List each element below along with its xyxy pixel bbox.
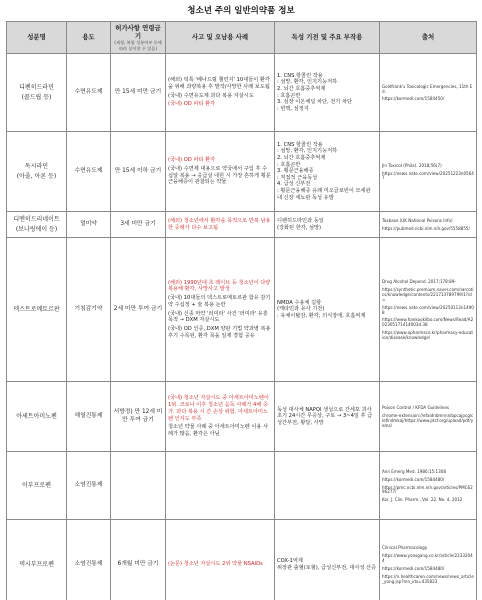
use-cell: 멀미약 [67,212,111,238]
toxicity-line: (케타민과 유사 기전) [277,306,325,313]
age-contraindication-cell [111,452,166,520]
drug-name: (보나링에이 등) [15,225,58,233]
table-row [7,382,477,452]
case-entry: (해외) 1990년대 초 레이브 등 청소년이 다량 복용해 환각, 사망사고 발생 [168,279,271,293]
use-cell: 기침감기약 [67,238,111,382]
case-entry: (국내) OD 인증, DXM 양판 기법 약과병 복용 후기 수록된, 환각 목을 일제 경험 공유 [168,326,271,339]
toxicity-cell [275,212,380,238]
source-cell [380,382,477,452]
age-contraindication-cell: 6개월 미만 금기 [111,520,166,600]
source-entry: Jin ToxicoI (Phila). 2018;56(7) [382,162,442,168]
toxicity-line: 초기 24시간 무증상, 구토 → 3~4일 후 급성간부전, 황달, 사망 [277,413,373,426]
source-cell [380,54,477,132]
case-entry: (국내) 10대들의 덱스트로메토르판 함유 감기약 수십정 + 술 복용 논란 [168,295,271,308]
source-entry: https://www.yonsgang.co.kr/article/22332044 [382,553,473,564]
toxicity-line: : 호흡곤란 [277,161,301,168]
toxicity-line: 3. 횡문근융해증 [277,168,314,175]
drug-name-cell [7,132,67,212]
source-cell [380,212,477,238]
source-cell [380,132,477,212]
toxicity-line: 2. 뇌간 호흡중추억제 [277,85,326,92]
drug-name: 독시라민 [24,162,49,170]
toxicity-line: : 섬망, 환각, 인지기능저하 [277,148,338,155]
toxicity-cell [275,520,380,600]
source-entry: https://kormedi.com/1584450/ [382,96,445,102]
source-entry: https://kormedi.com/1584480/ [382,476,445,482]
toxicity-line: 1. CNS 항콜린 작용 [277,72,323,79]
case-entry: 청소년 약물 사례 중 아세트아미노펜 이용 사례가 많음, 환각은 아님 [168,424,269,437]
use-cell: 해열진통제 [67,382,111,452]
cases-cell [166,238,275,382]
table-row [7,520,477,600]
table-row [7,238,477,382]
toxicity-line: : 호흡곤란 [277,92,301,99]
case-entry: (논문) 청소년 자살시도 2위 약물 NSAIDs [168,561,263,568]
source-entry: https://synthetic.premium.naver.com/narcotics/knowledge/contents/221713789799/1?id= [382,286,474,302]
toxicity-cell [275,54,380,132]
source-entry: https://www.opharmsco.kr/pharmacy-education/disease/knowledge/ [382,330,473,341]
use-cell: 수면유도제 [67,54,111,132]
toxicity-line: 위장관 출혈(토혈), 급성신부전, 대사성 산증 [277,564,377,571]
table-row [7,54,477,132]
drug-name-cell [7,452,67,520]
source-entry: Ann Emerg Med. 1986;15:1308 [382,468,446,474]
header-toxicity: 독성 기전 및 주요 부작용 [275,22,380,54]
cases-cell [166,212,275,238]
toxicity-cell [275,238,380,382]
case-entry: (해외) 틱톡 '베나드릴 챌린지' 10대들이 환각을 위해 과량복용 후 발작/사망한 사례 보도됨 [168,77,270,90]
use-cell: 소염진통제 [67,452,111,520]
age-contraindication-cell: 3세 미만 금기 [111,212,166,238]
toxicity-line: 3. 심장 이온채널 차단, 전기 차단 [277,99,352,106]
drug-name-cell [7,212,67,238]
toxicity-line: 4. 급성 신부전 [277,181,311,188]
drug-name-cell [7,520,67,600]
source-entry: https://pmc.ncbi.nlm.nih.gov/articles/PMC6296277/ [382,484,473,495]
drug-info-table [6,21,477,600]
source-entry: Goldfrank's Toxicologic Emergencies, 11th Ed. [382,83,473,94]
toxicity-line: : 섬망, 환각, 인지기능저하 [277,79,338,86]
source-entry: Drug Alcohol Depend. 2017;178:89- [382,278,456,284]
case-entry: (국내) 청소년 자살시도 중 아세트아미노펜이 1위. 코로나 이후 청소년 음독 사례가 4배 증가. 과다 복용 시 간 손상 위험. 아세트아미노펜 인식도 부족 [168,395,269,422]
source-entry: Clinical Pharmacology [382,545,428,551]
drug-name: (콜드립 등) [21,93,52,101]
header-row [7,22,477,54]
drug-name-cell [7,238,67,382]
toxicity-line: 디펜히드라민과 동일 [277,217,324,224]
case-entry: (해외) 청소년에서 환각을 목적으로 반복 남용한 증례가 다수 보고됨 [168,217,271,231]
header-source: 출처 [380,22,477,54]
toxicity-line: : 유체이탈감, 환각, 의식장애, 호흡억제 [277,312,366,319]
toxicity-line: : 빈맥, 심정지 [277,105,309,112]
table-row [7,212,477,238]
use-cell: 소염진통제 [67,520,111,600]
age-contraindication-cell: 만 15세 미만 금기 [111,54,166,132]
source-cell [380,238,477,382]
source-entry: https://kormedi.com/1584480/ [382,566,445,571]
toxicity-cell [275,452,380,520]
drug-name: 덱스트로메토르판 [13,305,60,313]
age-contraindication-cell: 2세 미만 투여 금기 [111,238,166,382]
toxicity-line: COX-1억제 [277,557,303,564]
use-cell: 수면유도제 [67,132,111,212]
source-cell [380,452,477,520]
toxicity-line: 1. CNS 항콜린 작용 [277,141,323,148]
case-entry: (국내) 수면제 대용으로 약국에서 구입 후 수십알 복용 → 응급실 내원 시 가장 흔하게 횡문근융해증이 관찰되는 약물 [168,165,271,186]
header-use: 용도 [67,22,111,54]
drug-name-cell [7,54,67,132]
source-entry: Kor. J. Clin. Pharm., Vol. 22, No. 4, 2012 [382,497,463,503]
case-entry: (국내) 수면유도제 과다 복용 자살시도 [168,92,254,99]
source-entry: https://n.healthcaren.com/news/news_article_yong.jsp?mn_idx=435823 [382,573,474,584]
case-entry: (국내) OD 파티 환각 [168,101,216,108]
header-age-contraindication: 허가사항 연령금기 (제형, 복합 성분여부 등에 따라 상이할 수 있음) [111,22,166,54]
table-row [7,452,477,520]
case-entry: (국내) OD 파티 환각 [168,157,216,163]
age-contraindication-cell: 만 15세 이하 금기 [111,132,166,212]
drug-name: 덱시부프로펜 [19,560,54,568]
toxicity-cell [275,132,380,212]
document-title: 청소년 주의 일반의약품 정보 [187,6,295,16]
source-entry: chrome-extension://efaidnbmnnnibpcajpcglclefindmkaj/https://www.ptcf.org/upload/pdf/yems/ [382,413,474,428]
toxicity-line: 독성 대사체 NAPQI 생성으로 간세포 괴사 [277,406,372,413]
table-row [7,132,477,212]
cases-cell [166,452,275,520]
cases-cell [166,520,275,600]
drug-name: 디펜히드라민 [19,83,54,91]
cases-cell [166,132,275,212]
toxicity-line: NMDA 수용체 길항 [277,299,322,306]
toxicity-cell [275,382,380,452]
toxicity-line: (강화된 한각, 섬망) [277,224,322,231]
source-entry: https://www.hankookilbo.com/News/Read/A2023051714140034.38 [382,317,474,328]
toxicity-line: : 직접적 근육독성 [277,174,318,181]
drug-name-cell [7,382,67,452]
drug-name: 디멘히드리네이트 [13,215,60,223]
source-entry: https://news.nate.com/view/20250113n14908 [382,304,474,315]
drug-name: 이부프로펜 [22,481,51,489]
header-ingredient: 성분명 [7,22,67,54]
drug-name: 아세트아미노펜 [16,412,57,420]
cases-cell [166,382,275,452]
age-contraindication-cell: 서방정) 만 12세 미만 투여 금기 [111,382,166,452]
source-entry: Poison Control / KFDA Guidelines [382,405,450,411]
cases-cell [166,54,275,132]
drug-name: (아졸, 아론 등) [16,172,57,180]
header-cases: 사고 및 오남용 사례 [166,22,275,54]
toxicity-line: 2. 뇌간 호흡중추억제 [277,154,326,161]
source-entry: Toxbase (UK National Poisons Info) [382,218,453,224]
case-entry: (국내) 신종 마약 '러미라' 사건 '러미라' 유흥목적 → DXM 자살시도 [168,310,268,324]
source-entry: https://pubmed.ncbi.nlm.nih.gov/5558855/ [382,226,470,231]
source-cell [380,520,477,600]
source-entry: https://news.nate.com/view/20251223n05647 [382,170,474,181]
toxicity-line: : 횡문근융해증 유래 미오글로빈이 모세관 내 신장 세뇨관 독성 유발 [277,188,371,201]
